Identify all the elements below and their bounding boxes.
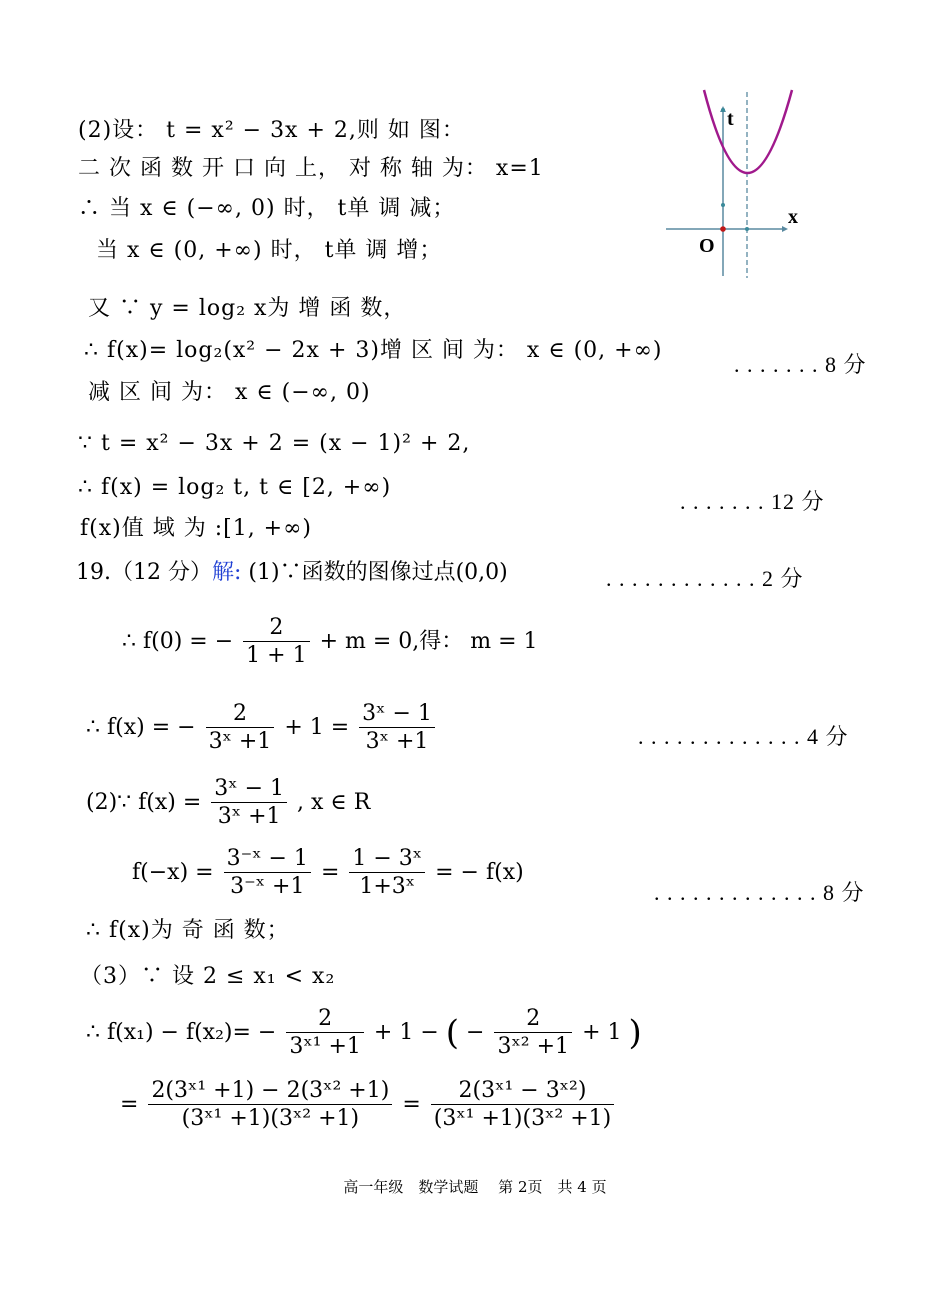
- parabola-curve: [704, 90, 792, 173]
- line-8: ∵ t = x² − 3x + 2 = (x − 1)² + 2,: [78, 431, 471, 456]
- f0-lhs: ∴ f(0) = −: [122, 629, 234, 654]
- line-2: 二 次 函 数 开 口 向 上， 对 称 轴 为： x=1: [78, 156, 544, 181]
- line-14: [86, 778, 370, 828]
- eq-sign-2: =: [402, 1092, 421, 1117]
- fx-lhs: ∴ f(x) = −: [86, 715, 196, 740]
- point-t2: [721, 203, 725, 207]
- fraction-expanded: [148, 1080, 392, 1130]
- frac-den: (3ˣ¹ +1)(3ˣ² +1): [181, 1106, 360, 1131]
- frac-den: 3ˣ¹ +1: [289, 1034, 361, 1059]
- frac-den: 1+3ˣ: [359, 874, 416, 899]
- point-top: [721, 108, 725, 112]
- frac-num: 3ˣ − 1: [359, 703, 435, 728]
- part2-lhs: (2)∵ f(x) =: [86, 790, 202, 815]
- diff-lhs: ∴ f(x₁) − f(x₂)= −: [86, 1020, 277, 1045]
- equals-sign: =: [320, 860, 340, 885]
- f-neg-x-lhs: f(−x) =: [132, 860, 214, 885]
- frac-den: 3ˣ +1: [217, 804, 281, 829]
- diff-neg: −: [466, 1020, 485, 1045]
- frac-den: 1 + 1: [246, 643, 307, 668]
- line-15: [132, 848, 524, 898]
- line-6: ∴ f(x)= log₂(x² − 2x + 3)增 区 间 为： x ∈ (0, +∞): [84, 338, 663, 363]
- score-4: . . . . . . . . . . . . . 4 分: [638, 724, 849, 749]
- line-5: 又 ∵ y = log₂ x为 增 函 数，: [88, 296, 407, 321]
- score-8-a: . . . . . . . 8 分: [734, 352, 867, 377]
- frac-num: 2: [494, 1008, 572, 1033]
- line-13: [86, 703, 438, 753]
- q19-heading: [76, 562, 508, 584]
- t-axis-label: t: [727, 108, 734, 130]
- line-19: [120, 1080, 617, 1130]
- fraction-1-minus-3x: [349, 848, 425, 898]
- frac-num: 1 − 3ˣ: [349, 848, 425, 873]
- f0-rhs: + m = 0,得： m = 1: [319, 629, 538, 654]
- origin-label: O: [699, 235, 715, 257]
- q19-solution-label: 解:: [211, 560, 242, 585]
- frac-den: (3ˣ¹ +1)(3ˣ² +1): [433, 1106, 612, 1131]
- line-3: ∴ 当 x ∈ (−∞, 0) 时， t单 调 减；: [78, 196, 456, 221]
- line-4: 当 x ∈ (0, +∞) 时， t单 调 增；: [96, 238, 443, 263]
- score-12: . . . . . . . 12 分: [680, 489, 825, 514]
- part2-domain: , x ∈ R: [297, 790, 371, 815]
- fraction-2-over-3x1-1: [286, 1008, 364, 1058]
- line-10: f(x)值 域 为 :[1, +∞): [80, 516, 313, 541]
- score-2: . . . . . . . . . . . . 2 分: [606, 566, 804, 591]
- frac-num: 3⁻ˣ − 1: [224, 848, 311, 873]
- parabola-graph: [660, 86, 810, 282]
- frac-den: 3ˣ +1: [365, 729, 429, 754]
- fraction-3x-minus1-over-3x1: [359, 703, 435, 753]
- line-18: [86, 1008, 642, 1058]
- frac-num: 2(3ˣ¹ +1) − 2(3ˣ² +1): [148, 1080, 392, 1105]
- line-7: 减 区 间 为： x ∈ (−∞, 0): [88, 380, 371, 405]
- frac-num: 3ˣ − 1: [211, 778, 287, 803]
- frac-den: 3⁻ˣ +1: [230, 874, 305, 899]
- line-16: ∴ f(x)为 奇 函 数；: [86, 918, 290, 943]
- frac-num: 2: [206, 703, 275, 728]
- frac-den: 3ˣ +1: [208, 729, 272, 754]
- fx-mid: + 1 =: [284, 715, 350, 740]
- x-axis-label: x: [788, 206, 798, 228]
- right-paren: ): [628, 1013, 642, 1053]
- fraction-2-over-2: [243, 617, 309, 667]
- page-footer: 高一年级 数学试题 第 2页 共 4 页: [343, 1178, 607, 1196]
- frac-den: 3ˣ² +1: [497, 1034, 570, 1059]
- line-9: ∴ f(x) = log₂ t, t ∈ [2, +∞): [78, 475, 392, 500]
- line-12: [122, 617, 538, 667]
- origin-point: [720, 226, 726, 232]
- q19-number: 19.（12 分）: [76, 560, 212, 585]
- line-1: (2)设： t = x² − 3x + 2,则 如 图：: [78, 118, 465, 143]
- frac-num: 2(3ˣ¹ − 3ˣ²): [431, 1080, 614, 1105]
- diff-end: + 1: [582, 1020, 622, 1045]
- score-8-b: . . . . . . . . . . . . . 8 分: [654, 880, 865, 905]
- f-neg-x-rhs: = − f(x): [435, 860, 524, 885]
- frac-num: 2: [286, 1008, 364, 1033]
- diff-mid: + 1 −: [373, 1020, 439, 1045]
- left-paren: (: [445, 1013, 460, 1053]
- line-17: （3）∵ 设 2 ≤ x₁ < x₂: [80, 964, 336, 989]
- fraction-f-neg-x: [224, 848, 311, 898]
- fraction-2-over-3x2-1: [494, 1008, 572, 1058]
- q19-part1: (1)∵函数的图像过点(0,0): [248, 560, 508, 585]
- fraction-fx: [211, 778, 287, 828]
- frac-num: 2: [243, 617, 309, 642]
- fraction-2-over-3x1: [206, 703, 275, 753]
- eq-sign-1: =: [120, 1092, 139, 1117]
- point-x1: [745, 227, 749, 231]
- fraction-simplified: [431, 1080, 614, 1130]
